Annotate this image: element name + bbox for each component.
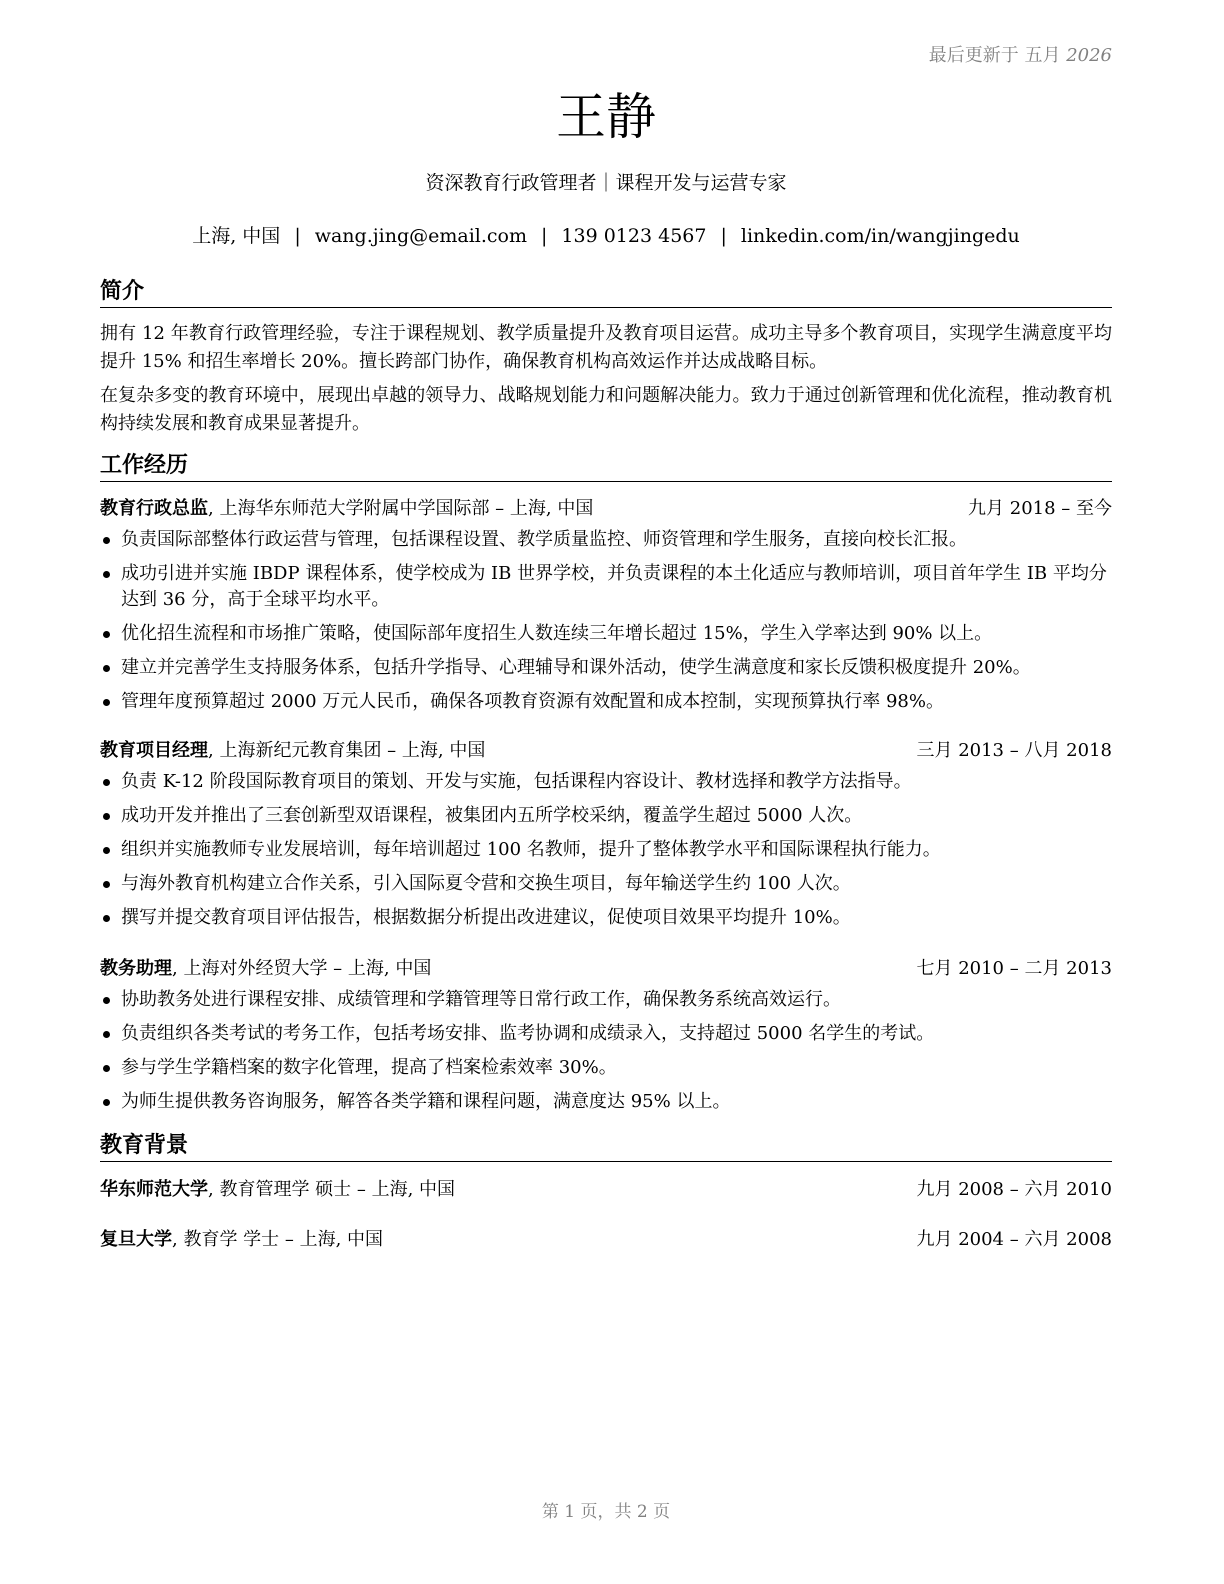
candidate-name: 王静 [556, 88, 656, 146]
job-title: 教育项目经理 [100, 740, 208, 761]
last-updated-label: 最后更新于 五月 [928, 45, 1061, 66]
contact-line [100, 223, 1112, 249]
page-number: 第 1 页，共 2 页 [541, 1502, 671, 1522]
job-bullets [100, 987, 1112, 1123]
section-title-summary: 简介 [100, 278, 1112, 308]
job-title: 教务助理 [100, 958, 172, 979]
list-item: 撰写并提交教育项目评估报告，根据数据分析提出改进建议，促使项目效果平均提升 10%。 [100, 905, 1112, 931]
summary-paragraph: 拥有 12 年教育行政管理经验，专注于课程规划、教学质量提升及教育项目运营。成功主导多个教育项目，实现学生满意度平均提升 15% 和招生率增长 20%。擅长跨部门协作，确保教育机构高效运作并达成战略目标。 [100, 323, 1112, 372]
resume-page [100, 0, 1112, 1584]
school-name: 华东师范大学 [100, 1179, 208, 1200]
section-title-education: 教育背景 [100, 1132, 1112, 1162]
contact-email[interactable]: wang.jing@email.com [314, 225, 527, 247]
job-org: , 上海华东师范大学附属中学国际部 – 上海, 中国 [208, 498, 594, 519]
list-item: 负责 K-12 阶段国际教育项目的策划、开发与实施，包括课程内容设计、教材选择和教学方法指导。 [100, 769, 1112, 795]
education-entry [100, 1227, 1112, 1253]
education-date: 九月 2008 – 六月 2010 [916, 1179, 1112, 1200]
headline: 资深教育行政管理者｜课程开发与运营专家 [425, 172, 787, 194]
education-entry [100, 1177, 1112, 1203]
list-item: 负责组织各类考试的考务工作，包括考场安排、监考协调和成绩录入，支持超过 5000 名学生的考试。 [100, 1021, 1112, 1047]
contact-linkedin[interactable]: linkedin.com/in/wangjingedu [740, 225, 1020, 247]
contact-separator: | [720, 225, 727, 247]
contact-location: 上海, 中国 [192, 225, 281, 247]
list-item: 协助教务处进行课程安排、成绩管理和学籍管理等日常行政工作，确保教务系统高效运行。 [100, 987, 1112, 1013]
contact-separator: | [541, 225, 548, 247]
job-title: 教育行政总监 [100, 498, 208, 519]
list-item: 成功开发并推出了三套创新型双语课程，被集团内五所学校采纳，覆盖学生超过 5000 人次。 [100, 803, 1112, 829]
education-date: 九月 2004 – 六月 2008 [916, 1229, 1112, 1250]
list-item: 优化招生流程和市场推广策略，使国际部年度招生人数连续三年增长超过 15%，学生入学率达到 90% 以上。 [100, 621, 1112, 647]
list-item: 组织并实施教师专业发展培训，每年培训超过 100 名教师，提升了整体教学水平和国际课程执行能力。 [100, 837, 1112, 863]
job-date: 三月 2013 – 八月 2018 [916, 740, 1112, 761]
list-item: 成功引进并实施 IBDP 课程体系，使学校成为 IB 世界学校，并负责课程的本土化适应与教师培训，项目首年学生 IB 平均分达到 36 分，高于全球平均水平。 [100, 561, 1112, 613]
contact-phone[interactable]: 139 0123 4567 [561, 225, 707, 247]
job-bullets [100, 769, 1112, 939]
job-date: 九月 2018 – 至今 [968, 498, 1112, 519]
last-updated [929, 44, 1112, 68]
job-org: , 上海对外经贸大学 – 上海, 中国 [172, 958, 432, 979]
contact-separator: | [294, 225, 301, 247]
summary-paragraph: 在复杂多变的教育环境中，展现出卓越的领导力、战略规划能力和问题解决能力。致力于通过创新管理和优化流程，推动教育机构持续发展和教育成果显著提升。 [100, 385, 1112, 434]
list-item: 建立并完善学生支持服务体系，包括升学指导、心理辅导和课外活动，使学生满意度和家长反馈积极度提升 20%。 [100, 655, 1112, 681]
last-updated-year: 2026 [1066, 45, 1112, 66]
section-title-experience: 工作经历 [100, 452, 1112, 482]
list-item: 为师生提供教务咨询服务，解答各类学籍和课程问题，满意度达 95% 以上。 [100, 1089, 1112, 1115]
job-header [100, 496, 1112, 522]
list-item: 负责国际部整体行政运营与管理，包括课程设置、教学质量监控、师资管理和学生服务，直接向校长汇报。 [100, 527, 1112, 553]
list-item: 与海外教育机构建立合作关系，引入国际夏令营和交换生项目，每年输送学生约 100 人次。 [100, 871, 1112, 897]
job-bullets [100, 527, 1112, 723]
list-item: 参与学生学籍档案的数字化管理，提高了档案检索效率 30%。 [100, 1055, 1112, 1081]
list-item: 管理年度预算超过 2000 万元人民币，确保各项教育资源有效配置和成本控制，实现预算执行率 98%。 [100, 689, 1112, 715]
degree-detail: , 教育学 学士 – 上海, 中国 [172, 1229, 384, 1250]
job-org: , 上海新纪元教育集团 – 上海, 中国 [208, 740, 486, 761]
job-header [100, 956, 1112, 982]
school-name: 复旦大学 [100, 1229, 172, 1250]
job-date: 七月 2010 – 二月 2013 [916, 958, 1112, 979]
job-header [100, 738, 1112, 764]
degree-detail: , 教育管理学 硕士 – 上海, 中国 [208, 1179, 456, 1200]
